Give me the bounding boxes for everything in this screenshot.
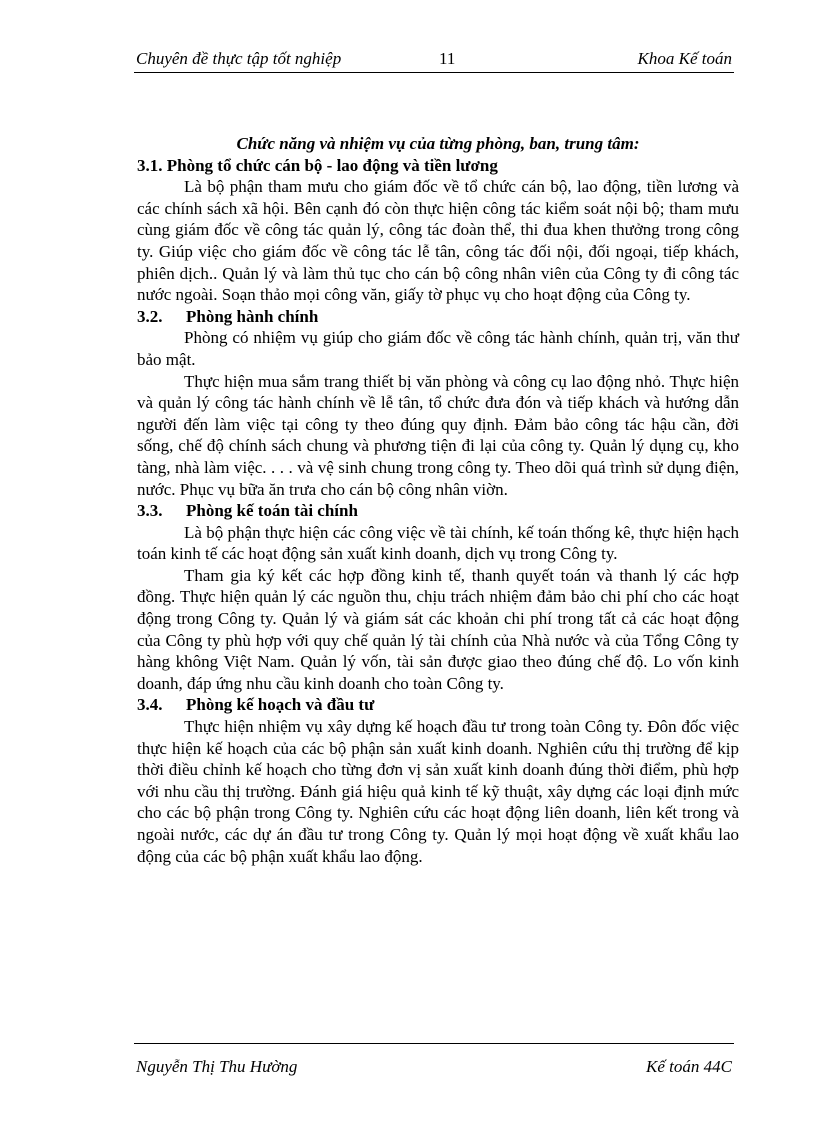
paragraph: Thực hiện mua sắm trang thiết bị văn phòng và công cụ lao động nhỏ. Thực hiện và quản lý công tác hành chính về lễ tân, tổ chức đưa đón và tiếp khách và hướng dẫn người đến làm việc tại công ty theo đúng quy định. Đảm bảo công tác hậu cần, đời sống, chế độ chính sách chung và phương tiện đi lại của công ty. Quản lý dụng cụ, kho tàng, nhà làm việc. . . . và vệ sinh chung trong công ty. Theo dõi quá trình sử dụng điện, nước. Phục vụ bữa ăn trưa cho cán bộ công nhân viờn. xyxy=(137,371,739,499)
page-header xyxy=(134,48,734,73)
paragraph: Là bộ phận thực hiện các công việc về tài chính, kế toán thống kê, thực hiện hạch toán kinh tế các hoạt động sản xuất kinh doanh, dịch vụ trong Công ty. xyxy=(137,522,739,564)
section-title: Phòng kế toán tài chính xyxy=(186,501,358,521)
footer-author: Nguyễn Thị Thu Hường xyxy=(136,1057,298,1076)
section-title: Phòng hành chính xyxy=(186,306,319,326)
section-title: Phòng kế hoạch và đầu tư xyxy=(186,695,375,715)
header-faculty: Khoa Kế toán xyxy=(637,49,732,68)
section-heading-3-1: 3.1. Phòng tổ chức cán bộ - lao động và tiền lương xyxy=(137,155,498,175)
section-number: 3.4. xyxy=(137,695,163,715)
section-heading-3-4 xyxy=(137,694,739,716)
footer-class: Kế toán 44C xyxy=(646,1057,732,1076)
page-footer xyxy=(134,1043,734,1080)
paragraph: Thực hiện nhiệm vụ xây dựng kế hoạch đầu tư trong toàn Công ty. Đôn đốc việc thực hiện kế hoạch của các bộ phận sản xuất kinh doanh. Nghiên cứu thị trường để kịp thời điều chỉnh kế hoạch cho từng đơn vị sản xuất kinh doanh đúng thời điểm, phù hợp với nhu cầu thị trường. Đánh giá hiệu quả kinh tế kỹ thuật, xây dựng các loại định mức cho các bộ phận trong Công ty. Nghiên cứu các hoạt động liên doanh, liên kết trong và ngoài nước, các dự án đầu tư trong Công ty. Quản lý mọi hoạt động về xuất khẩu lao động của các bộ phận xuất khẩu lao động. xyxy=(137,717,739,866)
section-heading-3-2 xyxy=(137,306,739,328)
main-title: Chức năng và nhiệm vụ của từng phòng, ban, trung tâm: xyxy=(236,134,640,153)
paragraph: Là bộ phận tham mưu cho giám đốc về tổ chức cán bộ, lao động, tiền lương và các chính sách xã hội. Bên cạnh đó còn thực hiện công tác kiểm soát nội bộ; tham mưu cùng giám đốc về công tác quản lý, công tác đoàn thể, thi đua khen thưởng trong công ty. Giúp việc cho giám đốc về công tác lễ tân, công tác đối nội, đối ngoại, tiếp khách, phiên dịch.. Quản lý và làm thủ tục cho cán bộ công nhân viên của Công ty đi công tác nước ngoài. Soạn thảo mọi công văn, giấy tờ phục vụ cho hoạt động của Công ty. xyxy=(137,177,739,305)
header-doc-title: Chuyên đề thực tập tốt nghiệp xyxy=(136,49,342,68)
paragraph: Tham gia ký kết các hợp đồng kinh tế, thanh quyết toán và thanh lý các hợp đồng. Thực hiện quản lý các nguồn thu, chịu trách nhiệm đảm bảo chi phí cho các hoạt động trong Công ty. Quản lý và giám sát các khoản chi phí trong tất cả các hoạt động của Công ty phù hợp với quy chế quản lý tài chính của Nhà nước và của Tổng Công ty hàng không Việt Nam. Quản lý vốn, tài sản được giao theo đúng chế độ. Lo vốn kinh doanh, đáp ứng nhu cầu kinh doanh cho toàn Công ty. xyxy=(137,565,739,693)
paragraph: Phòng có nhiệm vụ giúp cho giám đốc về công tác hành chính, quản trị, văn thư bảo mật. xyxy=(137,328,739,369)
section-number: 3.3. xyxy=(137,501,163,521)
section-heading-3-3 xyxy=(137,500,739,522)
page-number: 11 xyxy=(439,49,456,68)
section-number: 3.2. xyxy=(137,306,163,326)
document-body xyxy=(137,133,739,867)
